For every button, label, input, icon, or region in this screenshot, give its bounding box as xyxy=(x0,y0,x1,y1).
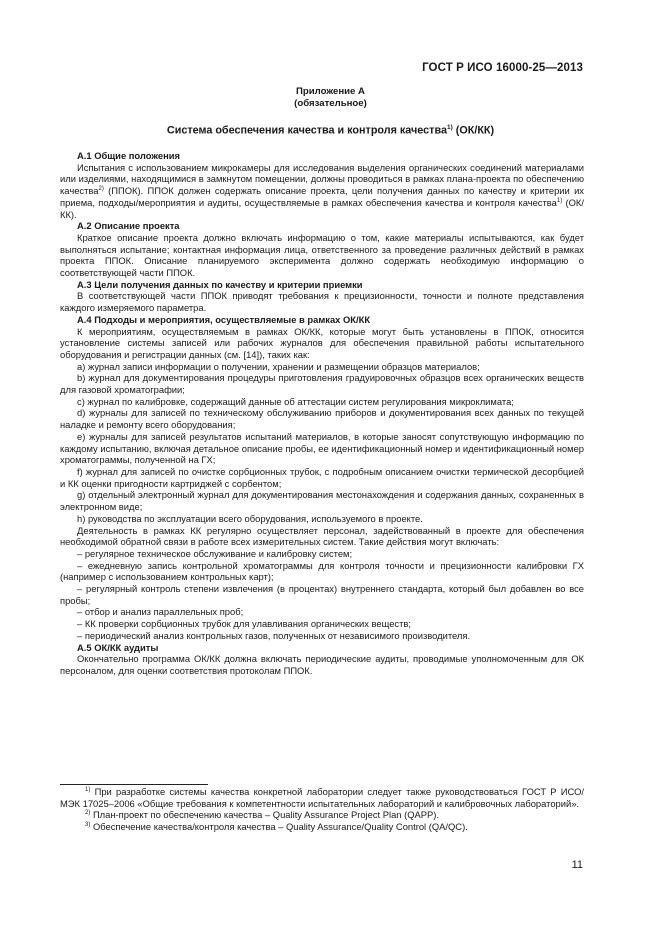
annex-title-suffix: (ОК/КК) xyxy=(452,124,495,137)
list-item: – КК проверки сорбционных трубок для улавливания органических веществ; xyxy=(77,618,411,630)
section-heading: А.4 Подходы и мероприятия, осуществляемые в рамках ОК/КК xyxy=(77,313,371,325)
footnote-divider xyxy=(60,784,208,785)
footnote-text: При разработке системы качества конкретной лаборатории следует также руководствоваться ГОСТ Р ИСО/МЭК 17025–2006 «Общие требования к компетентности испытательных лабораторий и калибровочных лабораторий». xyxy=(60,786,584,809)
list-item: – регулярный контроль степени извлечения (в процентах) внутреннего стандарта, который был добавлен во все пробы; xyxy=(60,583,584,606)
footnotes xyxy=(60,786,584,833)
list-item: d) журналы для записей по техническому обслуживанию приборов и документирования всех данных по текущей наладке и ремонту всего оборудования; xyxy=(60,407,584,431)
footnote xyxy=(60,821,584,833)
list-item: e) журналы для записей результатов испытаний материалов, в которые заносят сопутствующую информацию по каждому испытанию, включая детальное описание пробы, ее идентификационный номер и идентификационный номер хроматограммы, полученной на ГХ; xyxy=(60,430,584,466)
list-item: – отбор и анализ параллельных проб; xyxy=(77,606,244,618)
section-heading: А.2 Описание проекта xyxy=(77,220,180,232)
footnote xyxy=(60,786,584,809)
list-item: – регулярное техническое обслуживание и калибровку систем; xyxy=(77,547,353,559)
document-code: ГОСТ Р ИСО 16000-25—2013 xyxy=(422,62,583,74)
paragraph: В соответствующей части ППОК приводят требования к прецизионности, точности и полноте представления каждого измеряемого параметра. xyxy=(60,290,584,314)
paragraph: Испытания с использованием микрокамеры для исследования выделения органических соединений материалами или изделиями, находящимися в замкнутом помещении, должны проводиться в рамках плана-проекта по обеспечению качества$^{2)}$ (ППОК). ППОК должен содержать описание проекта, цели получения данных по качеству и критерии их приема, подходы/мероприятия и аудиты, осуществляемые в рамках обеспечения качества и контроля качества$^{1)}$ (ОК/КК). xyxy=(60,161,585,220)
footnote-mark: 2) xyxy=(85,810,91,817)
annex-title xyxy=(0,124,661,137)
section-heading: А.1 Общие положения xyxy=(77,150,180,161)
annex-status: (обязательное) xyxy=(294,98,367,109)
section-heading: А.3 Цели получения данных по качеству и критерии приемки xyxy=(77,278,363,290)
list-item: f) журнал для записей по очистке сорбционных трубок, с подробным описанием очистки термической десорбцией и КК оценки пригодности картриджей с сорбентом; xyxy=(60,465,584,489)
paragraph: Краткое описание проекта должно включать информацию о том, какие материалы испытываются, как будет выполняться испытание; контактная информация лица, ответственного за проведение различных действий в рамках проекта ППОК. Описание планируемого эксперимента должно содержать необходимую информацию о соответствующей части ППОК. xyxy=(60,231,584,279)
footnote-text: План-проект по обеспечению качества – Quality Assurance Project Plan (QAPP). xyxy=(90,809,440,821)
footnote-mark: 1) xyxy=(85,786,91,793)
annex-title-text: Система обеспечения качества и контроля качества xyxy=(166,124,447,137)
list-item: h) руководства по эксплуатации всего оборудования, используемого в проекте. xyxy=(77,512,423,524)
annex-title-footnote-mark: 1) xyxy=(446,124,453,131)
annex-heading xyxy=(0,86,661,110)
footnote-text: Обеспечение качества/контроля качества – Quality Assurance/Quality Control (QA/QC). xyxy=(90,821,468,833)
footnote-mark: 3) xyxy=(85,821,91,828)
annex-label: Приложение А xyxy=(296,86,365,97)
list-item: b) журнал для документирования процедуры приготовления градуировочных образцов всех органических веществ для газовой хроматографии; xyxy=(60,372,584,396)
footnote-reference: 1) xyxy=(556,197,563,204)
list-item: g) отдельный электронный журнал для документирования местонахождения и содержания данных, сохраненных в электронном виде; xyxy=(60,489,584,513)
footnote xyxy=(60,809,584,821)
list-item: c) журнал по калибровке, содержащий данные об аттестации систем регулирования микроклимата; xyxy=(77,395,514,407)
footnote-reference: 2) xyxy=(98,185,104,192)
paragraph: К мероприятиям, осуществляемым в рамках ОК/КК, которые могут быть установлены в ППОК, относится установление системы записей или рабочих журналов для обеспечения правильной работы испытательного оборудования и регистрации данных (см. [14]), таких как: xyxy=(60,325,584,360)
list-item: – ежедневную запись контрольной хроматограммы для контроля точности и прецизионности калибровки ГХ (например с использованием контрольных карт); xyxy=(60,559,584,583)
list-item: – периодический анализ контрольных газов, полученных от независимого производителя. xyxy=(77,629,471,641)
paragraph: Окончательно программа ОК/КК должна включать периодические аудиты, проводимые уполномоченным для ОК персоналом, для оценки соответствия протоколам ППОК. xyxy=(60,653,584,676)
document-body xyxy=(60,150,584,677)
section-heading: А.5 ОК/КК аудиты xyxy=(77,641,159,653)
page-number: 11 xyxy=(571,859,583,871)
list-item: a) журнал записи информации о получении, хранении и размещении образцов материалов; xyxy=(77,360,480,372)
paragraph: Деятельность в рамках КК регулярно осуществляет персонал, задействованный в проекте для обеспечения необходимой обратной связи в работе всех измерительных систем. Такие действия могут включать: xyxy=(60,524,584,548)
